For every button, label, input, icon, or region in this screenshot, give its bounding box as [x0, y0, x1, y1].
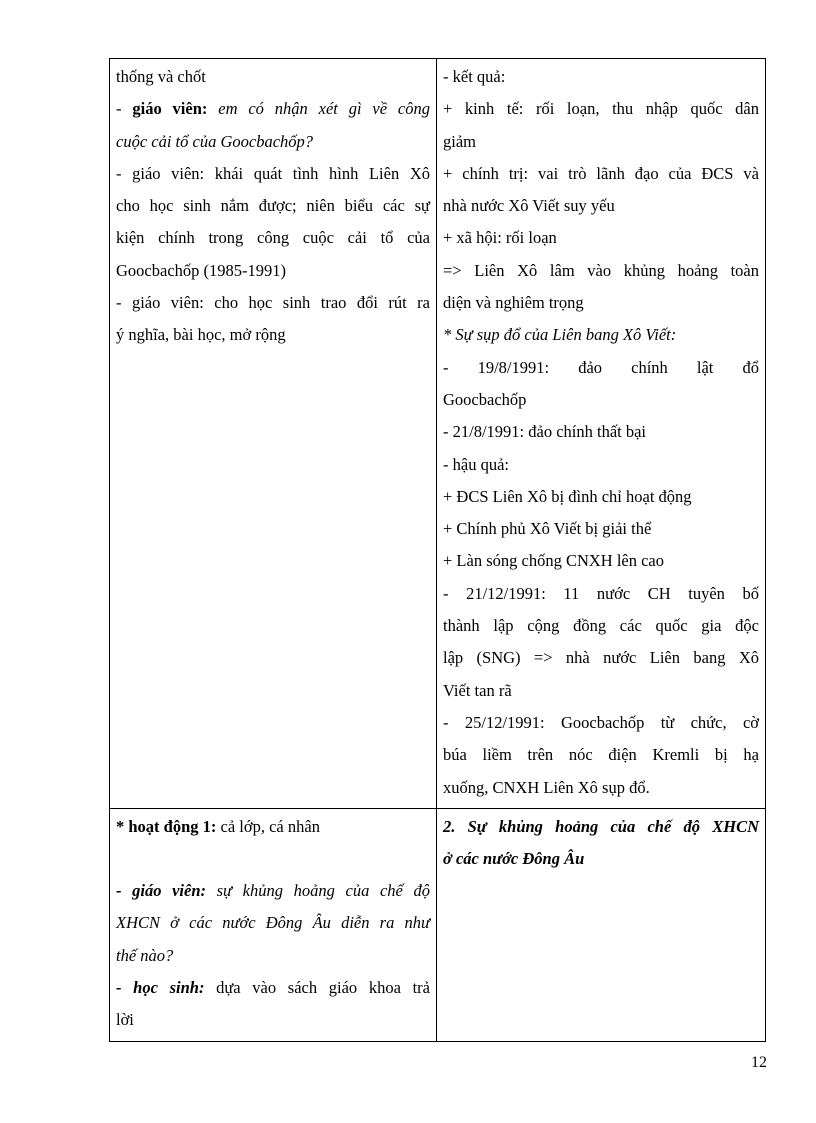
- section-title: ở các nước Đông Âu: [443, 849, 585, 869]
- text-line: - hậu quả:: [443, 454, 509, 474]
- text-line: - giáo viên: khái quát tình hình Liên Xô: [116, 163, 430, 183]
- text-line: lập (SNG) => nhà nước Liên bang Xô: [443, 648, 759, 668]
- table-row: [110, 808, 766, 1041]
- text-line: - 19/8/1991: đảo chính lật đổ: [443, 357, 759, 377]
- text-line: + xã hội: rối loạn: [443, 228, 557, 248]
- text-line: + chính trị: vai trò lãnh đạo của ĐCS và: [443, 163, 759, 183]
- text-line: cho học sinh nắm được; niên biểu các sự: [116, 196, 430, 216]
- text-line: + Chính phủ Xô Viết bị giải thể: [443, 519, 652, 539]
- text-line: + ĐCS Liên Xô bị đình chỉ hoạt động: [443, 486, 692, 506]
- text-line: + kinh tế: rối loạn, thu nhập quốc dân: [443, 99, 759, 119]
- table-row: [110, 59, 766, 809]
- text-line: - 25/12/1991: Goocbachốp từ chức, cờ: [443, 712, 759, 732]
- content-cell: [437, 808, 766, 1041]
- text-line: ý nghĩa, bài học, mở rộng: [116, 325, 286, 345]
- text-line: diện và nghiêm trọng: [443, 293, 584, 313]
- text-line: Goocbachốp: [443, 389, 527, 409]
- text-line: Goocbachốp (1985-1991): [116, 260, 286, 280]
- text-line: => Liên Xô lâm vào khủng hoảng toàn: [443, 260, 759, 280]
- text-line: xuống, CNXH Liên Xô sụp đổ.: [443, 777, 650, 797]
- text-line: thành lập cộng đồng các quốc gia độc: [443, 616, 759, 636]
- content-cell: [437, 59, 766, 809]
- text-line: Viết tan rã: [443, 680, 512, 700]
- teacher-activity-cell: [110, 808, 437, 1041]
- text-line: cuộc cải tổ của Goocbachốp?: [116, 131, 314, 151]
- text-line: + Làn sóng chống CNXH lên cao: [443, 551, 665, 571]
- text-line: - kết quả:: [443, 67, 506, 86]
- text-line: lời: [116, 1010, 134, 1030]
- text-line: - giáo viên: em có nhận xét gì về công: [116, 99, 430, 119]
- text-line: - 21/8/1991: đảo chính thất bại: [443, 422, 647, 442]
- section-title: 2. Sự khủng hoảng của chế độ XHCN: [443, 816, 759, 836]
- lesson-table: [109, 58, 766, 1042]
- section-heading: * Sự sụp đổ của Liên bang Xô Viết:: [443, 325, 677, 345]
- text-line: - 21/12/1991: 11 nước CH tuyên bố: [443, 583, 759, 603]
- text-line: kiện chính trong công cuộc cải tổ của: [116, 228, 430, 248]
- text-line: thế nào?: [116, 945, 174, 965]
- activity-heading: * hoạt động 1: cả lớp, cá nhân: [116, 816, 320, 836]
- blank-line: [116, 843, 430, 875]
- text-line: - giáo viên: cho học sinh trao đổi rút ra: [116, 293, 430, 313]
- text-line: - giáo viên: sự khủng hoảng của chế độ: [116, 881, 430, 901]
- text-line: búa liềm trên nóc điện Kremli bị hạ: [443, 745, 759, 765]
- text-line: - học sinh: dựa vào sách giáo khoa trả: [116, 978, 430, 998]
- text-line: nhà nước Xô Viết suy yếu: [443, 196, 615, 216]
- text-line: giảm: [443, 131, 476, 151]
- text-line: XHCN ở các nước Đông Âu diễn ra như: [116, 913, 430, 933]
- text-line: thống và chốt: [116, 67, 206, 86]
- teacher-activity-cell: [110, 59, 437, 809]
- page-number: 12: [751, 1054, 767, 1071]
